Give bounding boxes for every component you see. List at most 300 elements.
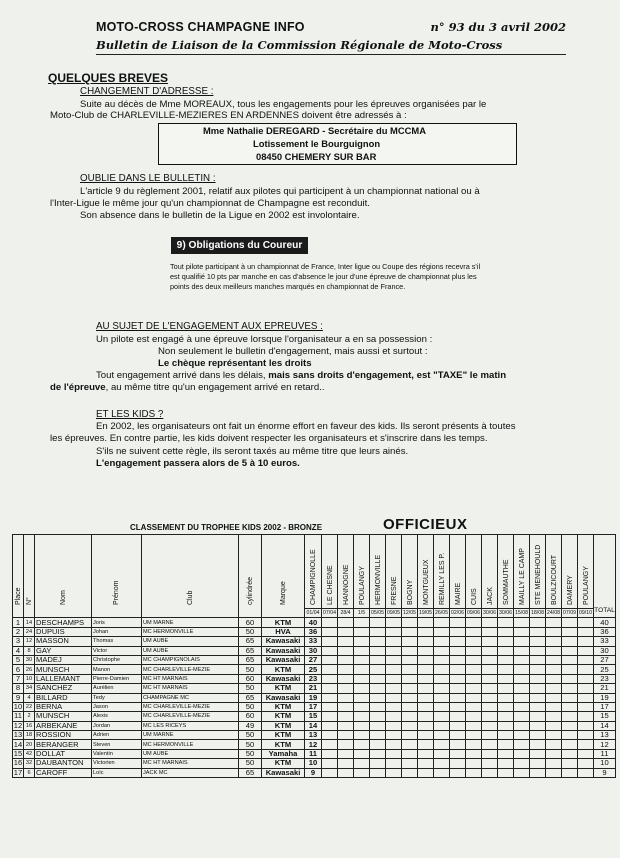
event-points-empty <box>530 618 546 627</box>
event-points-empty <box>434 740 450 749</box>
rider-cc: 50 <box>239 731 262 740</box>
event-points-empty <box>498 637 514 646</box>
event-points-empty <box>530 702 546 711</box>
event-points-empty <box>338 693 354 702</box>
event-points-empty <box>354 684 370 693</box>
rider-club: MC HERMONVILLE <box>142 740 239 749</box>
rider-club: MC CHARLEVILLE-MEZIE <box>142 712 239 721</box>
event-points-empty <box>370 693 386 702</box>
col-event <box>498 535 514 609</box>
event-points-empty <box>402 655 418 664</box>
event-points-empty <box>514 618 530 627</box>
rider-firstname: Johan <box>92 627 142 636</box>
event-points-empty <box>370 646 386 655</box>
col-club-label: Club <box>187 590 194 606</box>
rider-number: 12 <box>24 637 35 646</box>
event-points-empty <box>514 627 530 636</box>
event-points: 13 <box>305 731 322 740</box>
rider-brand: KTM <box>262 759 305 768</box>
rider-brand: KTM <box>262 702 305 711</box>
event-points-empty <box>338 637 354 646</box>
rider-cc: 65 <box>239 646 262 655</box>
event-points-empty <box>498 674 514 683</box>
event-points-empty <box>386 655 402 664</box>
rider-total: 23 <box>594 674 616 683</box>
event-points: 17 <box>305 702 322 711</box>
event-points-empty <box>498 618 514 627</box>
event-date: 30/06 <box>499 610 512 617</box>
event-points-empty <box>562 749 578 758</box>
rank-place: 9 <box>13 693 24 702</box>
col-event <box>546 535 562 609</box>
event-points-empty <box>386 627 402 636</box>
rank-place: 1 <box>13 618 24 627</box>
event-points-empty <box>498 721 514 730</box>
rider-brand: HVA <box>262 627 305 636</box>
event-points-empty <box>450 665 466 674</box>
event-points-empty <box>418 655 434 664</box>
event-points-empty <box>482 655 498 664</box>
rider-cc: 50 <box>239 740 262 749</box>
event-points-empty <box>418 627 434 636</box>
col-event <box>402 535 418 609</box>
event-points-empty <box>322 646 338 655</box>
event-points-empty <box>322 768 338 777</box>
event-points-empty <box>354 693 370 702</box>
address-change-text: Moto-Club de CHARLEVILLE-MEZIERES EN ARDENNES doivent être adressés à : <box>50 110 407 121</box>
event-points-empty <box>466 759 482 768</box>
rider-club: UM MARNE <box>142 731 239 740</box>
kids-title: ET LES KIDS ? <box>96 409 164 420</box>
event-points-empty <box>466 618 482 627</box>
event-points-empty <box>482 749 498 758</box>
rider-cc: 65 <box>239 693 262 702</box>
event-points-empty <box>386 721 402 730</box>
event-points-empty <box>450 627 466 636</box>
ranking-table <box>12 534 616 778</box>
event-points-empty <box>354 759 370 768</box>
rider-cc: 50 <box>239 627 262 636</box>
event-points-empty <box>434 684 450 693</box>
event-points-empty <box>546 646 562 655</box>
event-points-empty <box>562 768 578 777</box>
event-points-empty <box>514 721 530 730</box>
engagement-cheque: Le chèque représentant les droits <box>158 358 312 369</box>
table-row <box>13 646 616 655</box>
col-name-label: Nom <box>60 590 67 606</box>
rider-name: BILLARD <box>35 693 92 702</box>
table-row <box>13 637 616 646</box>
event-date: 09/10 <box>579 610 592 617</box>
event-points-empty <box>514 674 530 683</box>
event-points-empty <box>418 740 434 749</box>
rider-total: 33 <box>594 637 616 646</box>
event-points-empty <box>338 655 354 664</box>
event-date: 19/05 <box>419 610 432 617</box>
rider-name: MUNSCH <box>35 665 92 674</box>
rider-total: 19 <box>594 693 616 702</box>
event-points-empty <box>530 759 546 768</box>
event-points-empty <box>370 655 386 664</box>
engagement-text <box>50 382 325 394</box>
col-event <box>466 535 482 609</box>
event-points-empty <box>338 712 354 721</box>
event-name: LE CHESNE <box>327 565 334 605</box>
event-points-empty <box>434 712 450 721</box>
event-points-empty <box>466 749 482 758</box>
rank-place: 14 <box>13 739 23 749</box>
rider-brand: KTM <box>262 665 305 674</box>
event-points-empty <box>386 693 402 702</box>
event-name: CHAMPIGNOLLE <box>310 549 317 605</box>
event-points: 27 <box>305 655 322 664</box>
event-points-empty <box>546 674 562 683</box>
event-points-empty <box>386 684 402 693</box>
obligations-banner: 9) Obligations du Coureur <box>171 237 308 254</box>
omission-title: OUBLIE DANS LE BULLETIN : <box>80 173 216 184</box>
event-points-empty <box>482 618 498 627</box>
table-row <box>13 655 616 664</box>
table-row <box>13 674 616 683</box>
event-date: 09/05 <box>387 610 400 617</box>
event-points-empty <box>546 665 562 674</box>
event-points-empty <box>482 721 498 730</box>
rider-total: 15 <box>594 712 616 721</box>
event-points-empty <box>578 759 594 768</box>
event-points-empty <box>498 646 514 655</box>
col-firstname <box>92 535 142 618</box>
event-points-empty <box>498 693 514 702</box>
rider-number: 20 <box>24 740 35 749</box>
event-points-empty <box>482 702 498 711</box>
rider-name: DAUBANTON <box>35 759 92 768</box>
col-event <box>338 535 354 609</box>
event-points-empty <box>450 768 466 777</box>
event-points-empty <box>578 693 594 702</box>
event-points-empty <box>530 646 546 655</box>
event-points-empty <box>322 721 338 730</box>
event-name: HERMONVILLE <box>375 554 382 605</box>
rider-brand: Kawasaki <box>262 646 305 655</box>
event-points-empty <box>562 740 578 749</box>
event-points-empty <box>338 768 354 777</box>
event-points-empty <box>354 721 370 730</box>
event-points-empty <box>482 674 498 683</box>
rider-total: 30 <box>594 646 616 655</box>
rider-total: 11 <box>594 749 616 758</box>
event-points-empty <box>418 693 434 702</box>
event-points-empty <box>434 768 450 777</box>
event-points: 15 <box>305 712 322 721</box>
col-place-label: Place <box>15 587 22 606</box>
event-points-empty <box>466 684 482 693</box>
col-event <box>578 535 594 609</box>
event-points-empty <box>578 740 594 749</box>
address-change-text: Suite au décès de Mme MOREAUX, tous les engagements pour les épreuves organisées par le <box>80 99 487 110</box>
rider-firstname: Joris <box>92 618 142 627</box>
event-points-empty <box>434 637 450 646</box>
event-points-empty <box>546 693 562 702</box>
event-points-empty <box>386 702 402 711</box>
event-points-empty <box>386 665 402 674</box>
event-points-empty <box>402 749 418 758</box>
rider-cc: 65 <box>239 637 262 646</box>
event-points-empty <box>466 768 482 777</box>
rank-place: 6 <box>13 665 24 674</box>
rider-club: MC CHAMPIGNOLAIS <box>142 655 239 664</box>
rider-name: CAROFF <box>35 768 92 777</box>
rider-cc: 60 <box>239 712 262 721</box>
rider-brand: KTM <box>262 712 305 721</box>
event-points-empty <box>546 637 562 646</box>
event-points-empty <box>402 618 418 627</box>
rank-place: 17 <box>13 768 23 777</box>
event-points-empty <box>514 768 530 777</box>
col-number-label: N° <box>26 597 33 606</box>
event-points-empty <box>402 646 418 655</box>
event-points-empty <box>370 618 386 627</box>
event-points-empty <box>482 712 498 721</box>
event-points-empty <box>514 712 530 721</box>
event-points-empty <box>418 646 434 655</box>
kids-fee: L'engagement passera alors de 5 à 10 euros. <box>96 458 300 469</box>
event-points-empty <box>466 721 482 730</box>
event-points-empty <box>546 768 562 777</box>
rider-total: 36 <box>594 627 616 636</box>
rider-total: 13 <box>594 731 616 740</box>
event-points: 9 <box>305 768 322 777</box>
rider-name: GAY <box>35 646 92 655</box>
event-points-empty <box>530 665 546 674</box>
rider-brand: Kawasaki <box>262 674 305 683</box>
rider-club: MC HERMONVILLE <box>142 627 239 636</box>
event-points-empty <box>354 637 370 646</box>
table-row <box>13 768 616 777</box>
event-points: 23 <box>305 674 322 683</box>
event-points-empty <box>338 702 354 711</box>
event-points-empty <box>338 627 354 636</box>
rider-name: BERANGER <box>35 740 92 749</box>
rider-number: 18 <box>24 731 35 740</box>
event-points-empty <box>450 646 466 655</box>
event-points-empty <box>466 693 482 702</box>
event-points: 30 <box>305 646 322 655</box>
event-date: 09/06 <box>467 610 480 617</box>
event-points-empty <box>482 665 498 674</box>
event-points-empty <box>386 674 402 683</box>
event-points-empty <box>434 693 450 702</box>
rider-club: MC HT MARNAIS <box>142 684 239 693</box>
event-points-empty <box>546 618 562 627</box>
rider-firstname: Manon <box>92 665 142 674</box>
col-place <box>13 535 24 618</box>
event-points-empty <box>402 759 418 768</box>
event-points-empty <box>402 731 418 740</box>
event-points-empty <box>466 646 482 655</box>
col-event <box>354 535 370 609</box>
event-name: BOGNY <box>407 579 414 605</box>
event-name: MONTGUEUX <box>423 559 430 605</box>
engagement-tax-rule: mais sans droits d'engagement, est "TAXE" le matin <box>268 370 507 381</box>
event-points-empty <box>434 721 450 730</box>
event-points-empty <box>514 693 530 702</box>
col-event <box>450 535 466 609</box>
rank-place: 15 <box>13 749 23 759</box>
rider-club: UM MARNE <box>142 618 239 627</box>
col-event <box>418 535 434 609</box>
ranking-body <box>13 618 616 778</box>
event-date: 07/04 <box>323 610 336 617</box>
event-points-empty <box>450 702 466 711</box>
rank-place: 7 <box>13 674 24 683</box>
col-cc-label: cylindrée <box>247 577 254 606</box>
event-points: 25 <box>305 665 322 674</box>
rider-brand: KTM <box>262 740 305 749</box>
event-points-empty <box>562 721 578 730</box>
event-points-empty <box>562 759 578 768</box>
ranking-status: OFFICIEUX <box>383 516 468 533</box>
rider-total: 17 <box>594 702 616 711</box>
rider-firstname: Tedy <box>92 693 142 702</box>
event-points-empty <box>498 627 514 636</box>
event-points-empty <box>354 665 370 674</box>
table-row <box>13 712 616 721</box>
event-points-empty <box>466 655 482 664</box>
rider-name: DUPUIS <box>35 627 92 636</box>
kids-text: En 2002, les organisateurs ont fait un énorme effort en faveur des kids. Ils seront présents à toutes <box>96 421 516 432</box>
omission-text: Son absence dans le bulletin de la Ligue en 2002 est involontaire. <box>80 210 360 221</box>
event-points-empty <box>370 749 386 758</box>
event-points-empty <box>434 674 450 683</box>
rider-number: 24 <box>24 627 35 636</box>
col-club <box>142 535 239 618</box>
event-points-empty <box>370 768 386 777</box>
event-points-empty <box>338 721 354 730</box>
event-points-empty <box>562 637 578 646</box>
address-recipient: Mme Nathalie DEREGARD - Secrétaire du MCCMA <box>203 125 426 136</box>
event-points-empty <box>322 684 338 693</box>
rank-place: 12 <box>13 721 23 730</box>
rider-firstname: Steven <box>92 740 142 749</box>
event-points: 40 <box>305 618 322 627</box>
event-points-empty <box>546 749 562 758</box>
event-points-empty <box>434 627 450 636</box>
address-box <box>158 123 517 165</box>
rider-firstname: Valentin <box>92 749 142 758</box>
event-points-empty <box>530 655 546 664</box>
event-points-empty <box>322 702 338 711</box>
address-change-title: CHANGEMENT D'ADRESSE : <box>80 86 214 97</box>
event-points-empty <box>546 702 562 711</box>
event-points-empty <box>370 731 386 740</box>
event-points-empty <box>450 731 466 740</box>
engagement-morning: de l'épreuve <box>50 382 106 393</box>
rider-cc: 65 <box>239 655 262 664</box>
event-points-empty <box>370 759 386 768</box>
rider-number: 4 <box>24 693 35 702</box>
event-points-empty <box>322 759 338 768</box>
event-date: 18/08 <box>531 610 544 617</box>
event-points-empty <box>514 740 530 749</box>
rider-cc: 50 <box>239 749 262 758</box>
event-points-empty <box>370 684 386 693</box>
event-points-empty <box>402 684 418 693</box>
event-points-empty <box>354 749 370 758</box>
event-points-empty <box>578 627 594 636</box>
event-points-empty <box>530 740 546 749</box>
rank-place: 4 <box>13 646 24 655</box>
event-points-empty <box>418 618 434 627</box>
rider-name: BERNA <box>35 702 92 711</box>
col-name <box>35 535 92 618</box>
event-points-empty <box>386 618 402 627</box>
event-points-empty <box>338 684 354 693</box>
table-row <box>13 693 616 702</box>
event-points-empty <box>530 721 546 730</box>
event-points-empty <box>578 702 594 711</box>
event-points-empty <box>322 665 338 674</box>
table-row <box>13 749 616 758</box>
event-points-empty <box>578 665 594 674</box>
event-date: 1/5 <box>354 609 370 618</box>
event-points-empty <box>562 693 578 702</box>
event-points-empty <box>434 665 450 674</box>
event-points-empty <box>386 637 402 646</box>
event-points-empty <box>562 627 578 636</box>
rider-number: 26 <box>24 665 35 674</box>
header <box>96 20 566 36</box>
event-date: 01/04 <box>305 609 322 618</box>
event-points-empty <box>562 674 578 683</box>
col-event <box>305 535 322 609</box>
omission-text: L'article 9 du règlement 2001, relatif aux pilotes qui participent à un championnat national ou à <box>80 186 480 197</box>
event-points-empty <box>418 721 434 730</box>
event-points-empty <box>466 712 482 721</box>
event-points-empty <box>530 731 546 740</box>
rider-name: MUNSCH <box>35 712 92 721</box>
event-points-empty <box>450 655 466 664</box>
rank-place: 13 <box>13 730 23 740</box>
event-points-empty <box>498 768 514 777</box>
event-points-empty <box>322 749 338 758</box>
event-points-empty <box>402 637 418 646</box>
event-name: REMILLY LES P. <box>439 552 446 605</box>
event-points-empty <box>530 749 546 758</box>
event-points-empty <box>498 759 514 768</box>
rider-name: MASSON <box>35 637 92 646</box>
rider-cc: 50 <box>239 665 262 674</box>
event-points-empty <box>514 637 530 646</box>
col-brand-label: Marque <box>280 581 287 606</box>
event-name: HANNOGNE <box>343 564 350 605</box>
event-points-empty <box>562 618 578 627</box>
col-event <box>386 535 402 609</box>
rider-number: 6 <box>24 768 35 777</box>
event-points-empty <box>450 759 466 768</box>
col-event <box>562 535 578 609</box>
event-points-empty <box>402 740 418 749</box>
event-points-empty <box>418 768 434 777</box>
rider-number: 22 <box>24 702 35 711</box>
event-points-empty <box>354 702 370 711</box>
rider-brand: Yamaha <box>262 749 305 758</box>
rider-club: MC HT MARNAIS <box>142 674 239 683</box>
rider-total: 12 <box>594 740 616 749</box>
event-points-empty <box>514 665 530 674</box>
col-firstname-label: Prénom <box>113 580 120 606</box>
col-event <box>322 535 338 609</box>
col-event <box>514 535 530 609</box>
